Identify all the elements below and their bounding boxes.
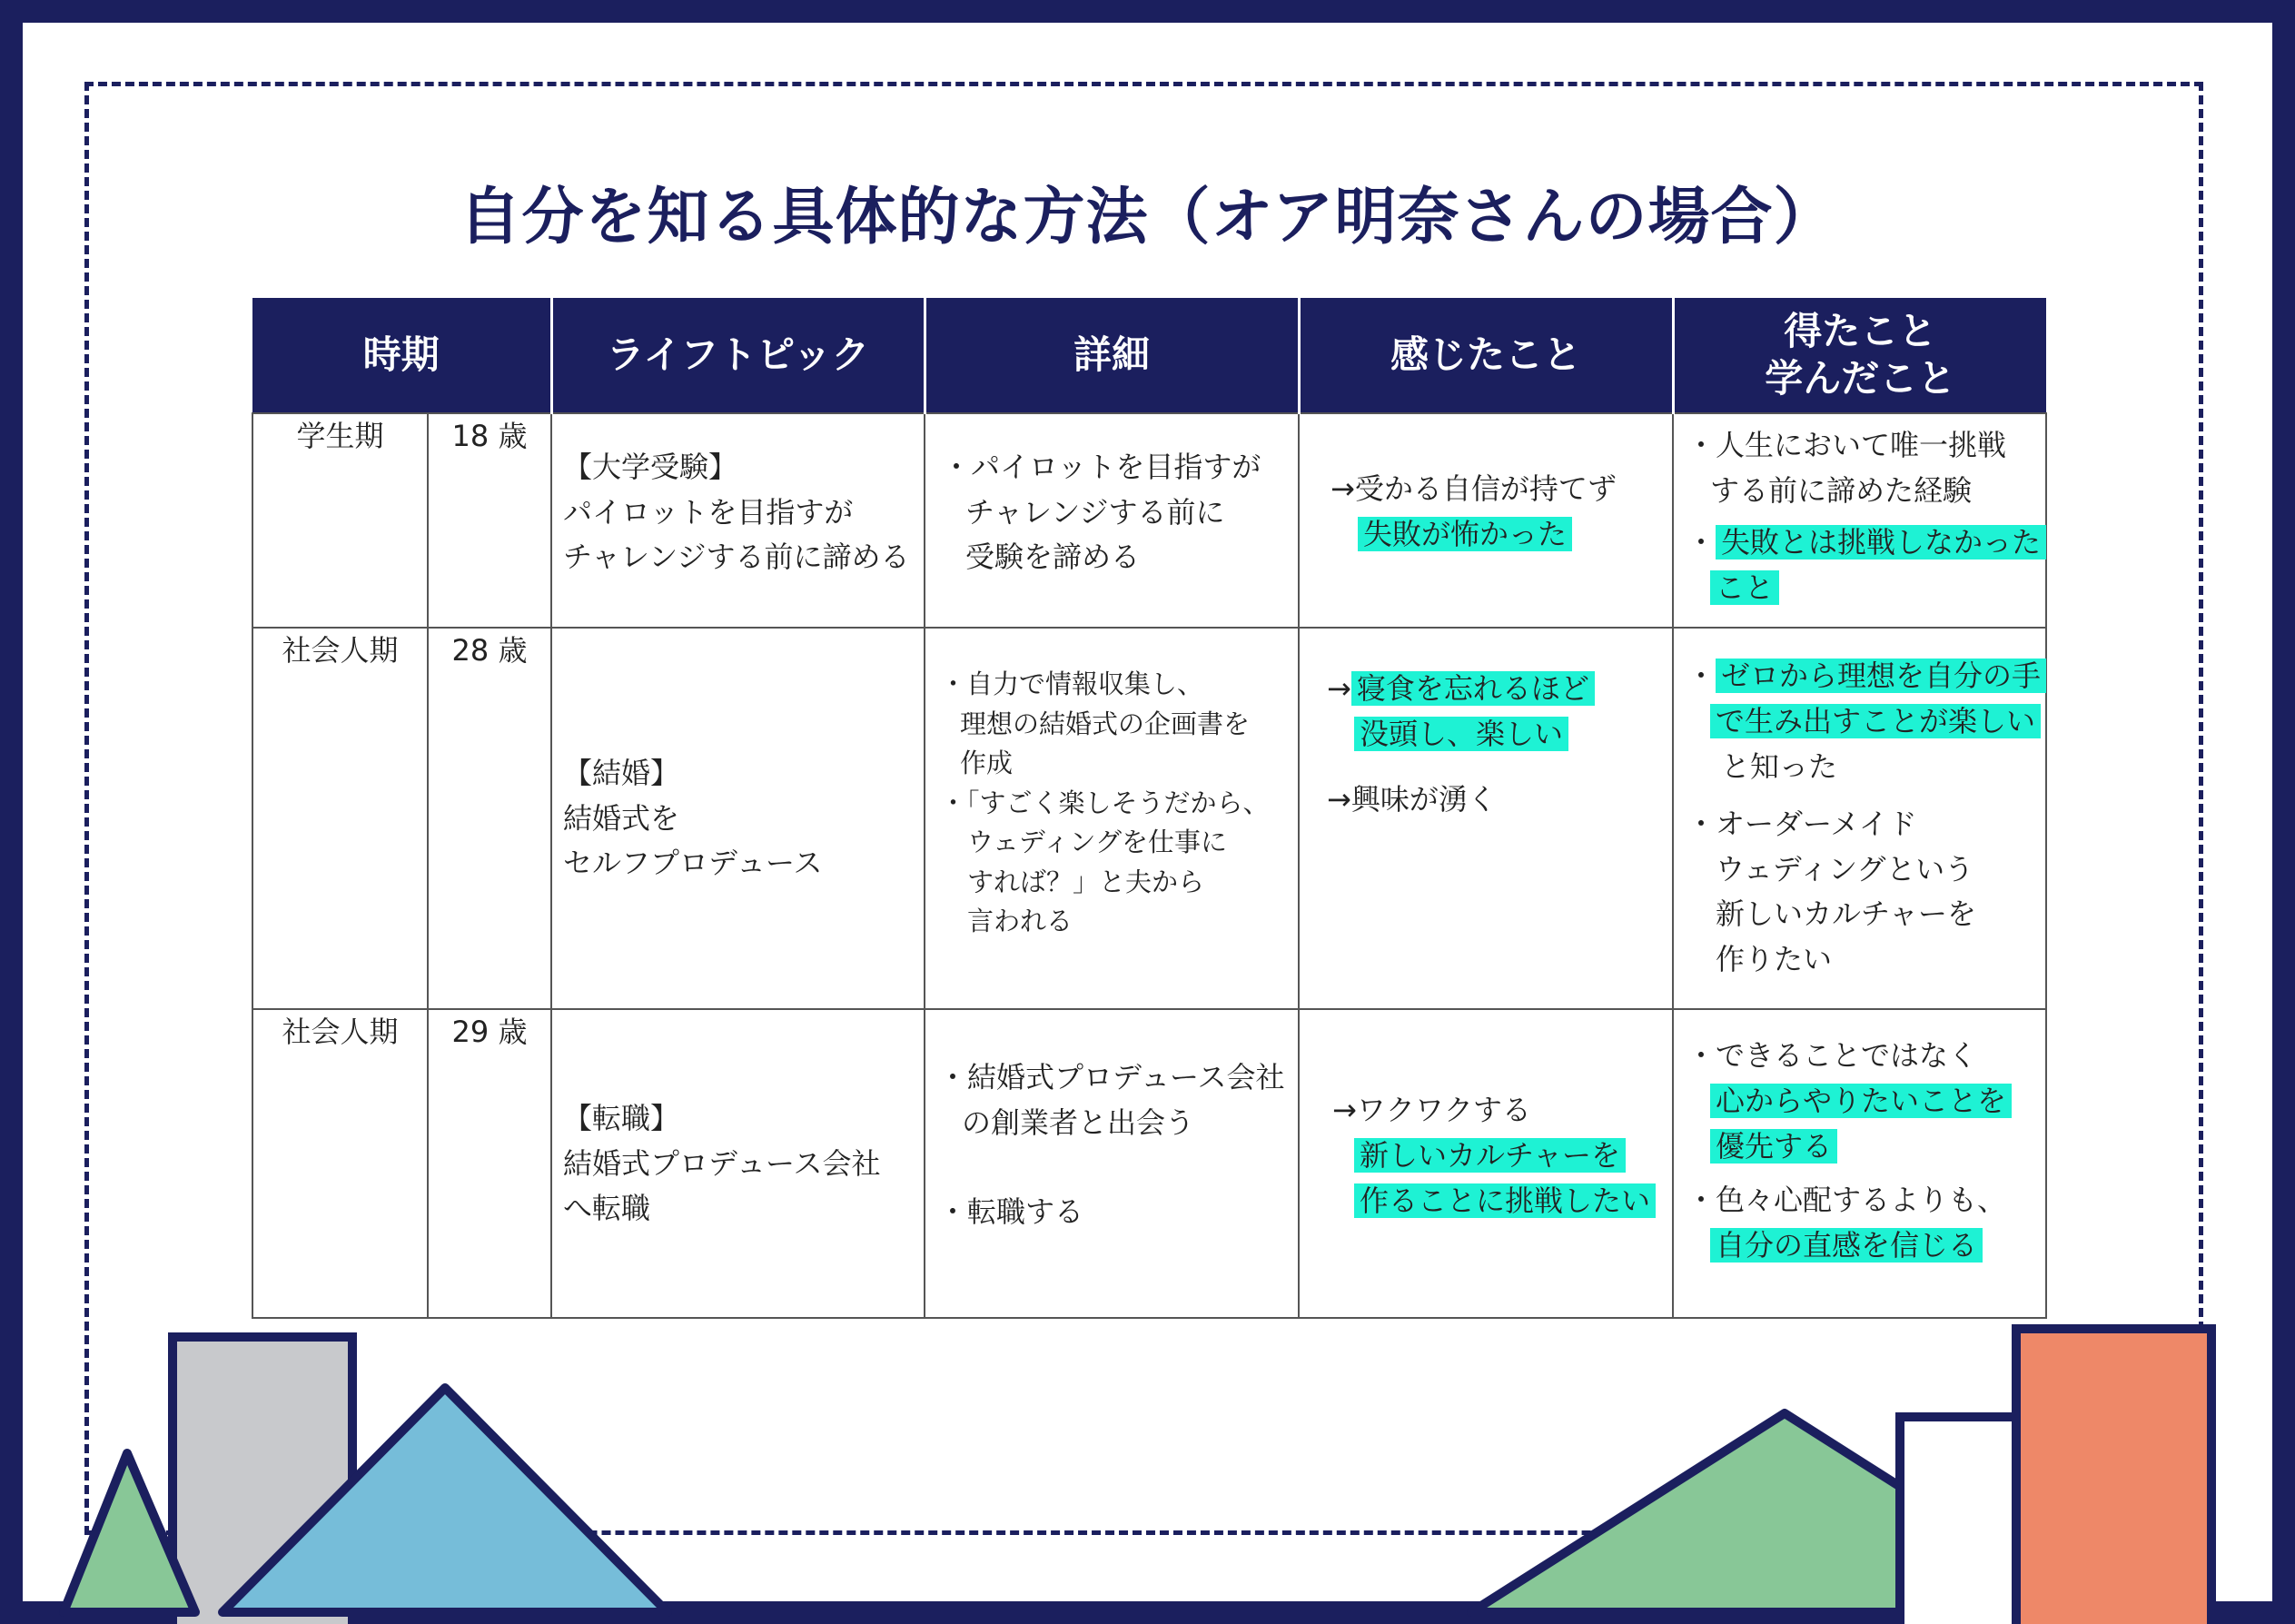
topic-line: 【大学受験】 (563, 450, 738, 484)
age-cell: 29 歳 (428, 1009, 551, 1318)
learned-line: 新しいカルチャーを (1716, 896, 1977, 932)
learned-highlight: こと (1710, 570, 1779, 605)
orange-building (2016, 1329, 2211, 1624)
detail-line: チャレンジする前に (965, 494, 1225, 530)
topic-line: パイロットを目指すが (563, 494, 854, 530)
learned-line: ・オーダーメイド (1687, 807, 1917, 842)
detail-line: 理想の結婚式の企画書を (960, 708, 1251, 739)
bullet: ・ (1687, 525, 1716, 560)
age-cell: 18 歳 (428, 413, 551, 628)
page-title: 自分を知る具体的な方法（オア明奈さんの場合） (459, 182, 1836, 253)
detail-line: 作成 (960, 748, 1014, 779)
feeling-line: →興味が湧く (1327, 781, 1497, 817)
header-period: 時期 (252, 298, 551, 413)
feeling-highlight: 失敗が怖かった (1358, 517, 1572, 551)
feeling-highlight: 新しいカルチャーを (1354, 1138, 1626, 1173)
period-cell: 社会人期 (252, 628, 428, 1009)
detail-line: すれば？」と夫から (967, 866, 1205, 897)
detail-line: の創業者と出会う (962, 1104, 1195, 1140)
detail-line: ・転職する (938, 1193, 1084, 1229)
topic-line: 【転職】 (563, 1100, 680, 1135)
feeling-line: →ワクワクする (1332, 1093, 1531, 1128)
header-learned-line2: 学んだこと (1765, 356, 1956, 401)
learned-line: ・色々心配するよりも、 (1687, 1183, 2007, 1218)
white-building (1900, 1417, 2018, 1624)
header-topic: ライフトピック (551, 298, 925, 413)
learned-line: 作りたい (1716, 941, 1833, 976)
header-detail: 詳細 (925, 298, 1299, 413)
learned-line: ウェディングという (1716, 851, 1974, 886)
detail-line: ・自力で情報収集し、 (940, 668, 1204, 700)
topic-line: セルフプロデュース (563, 846, 823, 881)
arrow: → (1327, 671, 1351, 707)
topic-line: 結婚式プロデュース会社 (563, 1145, 881, 1181)
topic-line: 【結婚】 (563, 755, 680, 790)
age-cell: 28 歳 (428, 628, 551, 1009)
learned-highlight: ゼロから理想を自分の手 (1716, 659, 2046, 693)
learned-line: ・人生において唯一挑戦 (1687, 428, 2007, 462)
period-cell: 社会人期 (252, 1009, 428, 1318)
period-cell: 学生期 (252, 413, 428, 628)
detail-line: ウェディングを仕事に (967, 827, 1227, 858)
feeling-highlight: 作ることに挑戦したい (1354, 1183, 1656, 1218)
header-feeling: 感じたこと (1299, 298, 1673, 413)
bullet: ・ (1687, 659, 1716, 694)
learned-highlight: で生み出すことが楽しい (1710, 704, 2041, 738)
learned-line: ・できることではなく (1687, 1038, 1978, 1074)
topic-line: 結婚式を (563, 800, 680, 836)
topic-line: チャレンジする前に諦める (563, 540, 910, 575)
detail-line: ・結婚式プロデュース会社 (938, 1060, 1285, 1095)
learned-line: する前に諦めた経験 (1710, 472, 1973, 508)
learned-highlight: 優先する (1710, 1129, 1837, 1164)
detail-line: ・パイロットを目指すが (942, 450, 1261, 484)
detail-line: 受験を諦める (965, 540, 1141, 575)
topic-line: へ転職 (563, 1191, 651, 1226)
learned-highlight: 自分の直感を信じる (1710, 1228, 1983, 1263)
header-learned-line1: 得たこと (1784, 308, 1937, 353)
detail-line: ・「すごく楽しそうだから、 (940, 787, 1270, 818)
learned-highlight: 失敗とは挑戦しなかった (1716, 525, 2046, 559)
detail-line: 言われる (967, 906, 1073, 937)
learned-highlight: 心からやりたいことを (1710, 1084, 2012, 1118)
feeling-highlight: 没頭し、楽しい (1354, 717, 1568, 751)
feeling-highlight: 寝食を忘れるほど (1351, 671, 1595, 706)
feeling-line: →受かる自信が持てず (1331, 471, 1617, 506)
learned-line: と知った (1721, 748, 1838, 784)
